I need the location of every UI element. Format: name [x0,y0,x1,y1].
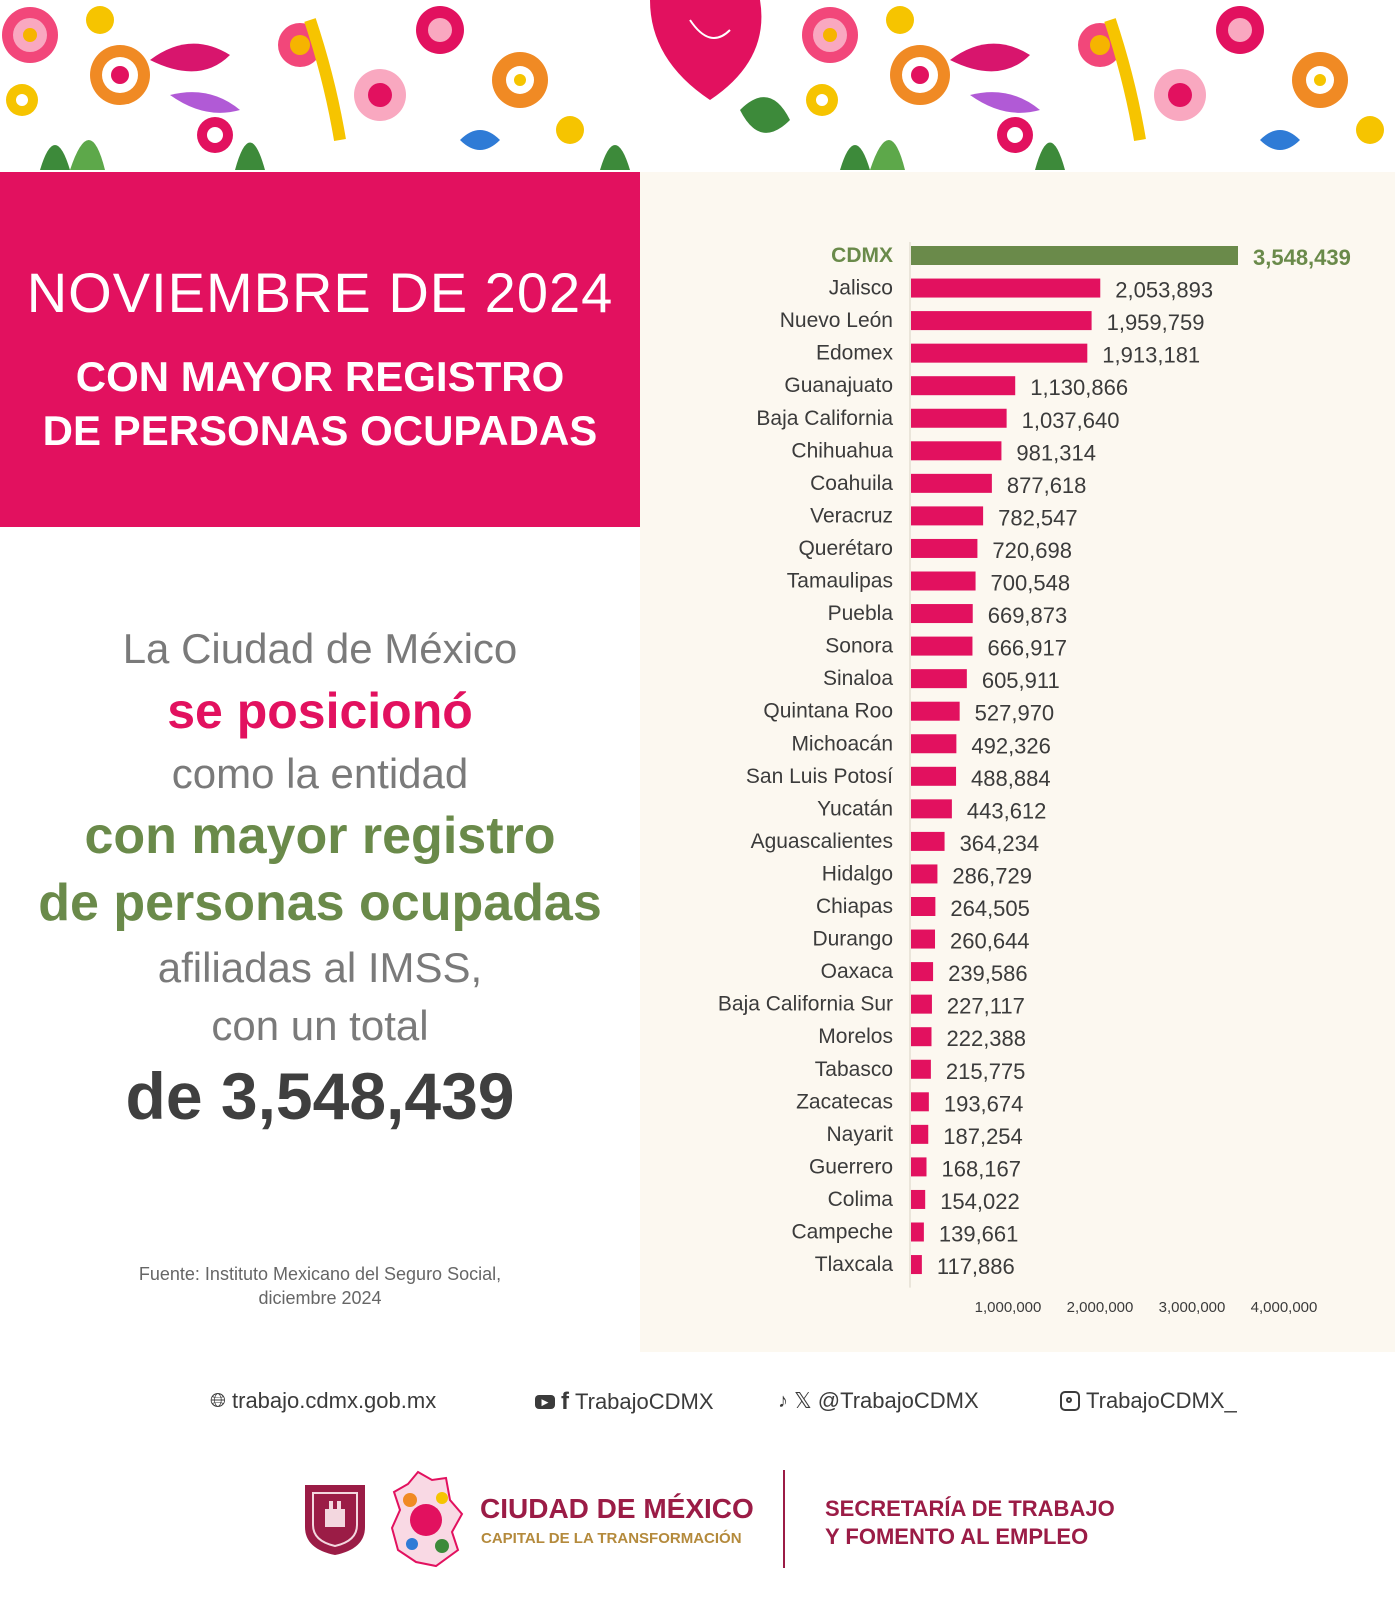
category-label: Tlaxcala [814,1253,893,1277]
value-label: 720,698 [992,537,1072,563]
subtitle [0,350,640,458]
category-label: Puebla [827,602,893,626]
category-label: Guanajuato [784,374,893,398]
bar-quintana-roo [911,702,960,721]
category-label: Colima [827,1187,893,1211]
value-label: 168,167 [941,1156,1022,1182]
youtube-facebook-link[interactable] [535,1388,714,1416]
secretaria-title [825,1495,1115,1551]
category-label: Chihuahua [791,439,893,463]
facebook-icon: f [561,1388,569,1415]
x-tick-label: 3,000,000 [1158,1299,1226,1316]
bar-edomex [911,344,1087,363]
category-label: San Luis Potosí [745,764,893,788]
category-label: Quintana Roo [763,699,893,723]
summary-line1: La Ciudad de México [122,625,518,672]
category-label: Oaxaca [820,960,893,984]
instagram-text: TrabajoCDMX_ [1086,1388,1237,1413]
value-label: 492,326 [971,733,1051,759]
value-label: 488,884 [971,765,1051,791]
bar-michoacán [911,734,956,753]
x-tick-label: 4,000,000 [1250,1299,1318,1316]
x-tick-label: 2,000,000 [1066,1299,1134,1316]
bar-chart [640,172,1395,1352]
subtitle-line1: CON MAYOR REGISTRO [75,353,565,400]
value-label: 117,886 [936,1254,1015,1280]
bar-san-luis-potosí [911,767,956,786]
bar-sinaloa [911,669,967,688]
bar-cdmx [911,246,1238,265]
summary-line3: como la entidad [171,750,469,797]
bar-nayarit [911,1125,928,1144]
bar-baja-california-sur [911,995,932,1014]
tiktok-icon: ♪ [778,1389,788,1412]
value-label: 605,911 [981,668,1060,694]
bar-nuevo-león [911,311,1092,330]
value-label: 286,729 [952,863,1032,889]
value-label: 527,970 [974,700,1055,726]
city-subtitle: CAPITAL DE LA TRANSFORMACIÓN [481,1530,742,1547]
source-note [0,1262,640,1310]
category-label: Sonora [825,634,893,658]
value-label: 443,612 [966,798,1047,824]
bar-chihuahua [911,441,1001,460]
summary-line7: con un total [211,1002,429,1049]
value-label: 782,547 [998,505,1078,531]
category-label: Querétaro [798,536,893,560]
bar-yucatán [911,799,952,818]
tiktok-x-link[interactable] [778,1388,979,1414]
category-label: Hidalgo [821,862,893,886]
category-label: Chiapas [815,895,893,918]
youtube-icon: ▶ [535,1395,555,1409]
bar-veracruz [911,506,983,525]
category-label: Nayarit [826,1122,893,1146]
bar-querétaro [911,539,977,558]
bar-zacatecas [911,1092,929,1111]
city-title: CIUDAD DE MÉXICO [480,1493,754,1524]
source-line1: Fuente: Instituto Mexicano del Seguro Social, [138,1264,502,1284]
website-link[interactable] [210,1388,436,1414]
category-label: Edomex [815,341,893,365]
secretaria-line1: SECRETARÍA DE TRABAJO [825,1496,1115,1521]
category-label: Guerrero [808,1155,893,1179]
category-label: Durango [812,927,893,951]
value-label: 193,674 [943,1091,1024,1117]
value-label: 139,661 [938,1221,1019,1247]
secretaria-line2: Y FOMENTO AL EMPLEO [825,1524,1089,1549]
category-label: Nuevo León [779,309,893,333]
bar-hidalgo [911,864,937,883]
bar-sonora [911,637,972,656]
summary-line5: de personas ocupadas [38,874,602,932]
category-label: Yucatán [817,797,893,821]
value-label: 187,254 [943,1123,1023,1149]
category-label: Campeche [791,1220,893,1244]
summary-total: de 3,548,439 [125,1059,515,1133]
bar-tabasco [911,1060,931,1079]
x-icon: 𝕏 [794,1388,812,1413]
footer-divider [783,1470,785,1568]
bar-oaxaca [911,962,933,981]
floral-pattern-icon [0,0,1395,172]
x-tick-label: 1,000,000 [974,1299,1042,1316]
category-label: Baja California Sur [717,992,893,1016]
bar-chiapas [911,897,935,916]
bar-jalisco [911,279,1100,298]
bar-puebla [911,604,973,623]
category-label: Aguascalientes [750,829,893,853]
value-label: 154,022 [940,1188,1020,1214]
category-label: Michoacán [791,732,893,756]
category-label: Jalisco [828,276,893,300]
value-label: 239,586 [948,961,1028,987]
bar-guanajuato [911,376,1015,395]
bar-guerrero [911,1157,926,1176]
instagram-link[interactable] [1060,1388,1237,1414]
value-label: 3,548,439 [1253,245,1351,270]
value-label: 364,234 [959,830,1040,856]
category-label: Morelos [818,1025,893,1049]
globe-icon: 🌐︎ [210,1389,226,1412]
youtube-facebook-text: TrabajoCDMX [575,1389,714,1414]
value-label: 666,917 [987,635,1067,661]
value-label: 877,618 [1006,472,1087,498]
category-label: CDMX [831,244,893,267]
category-label: Sinaloa [822,667,893,691]
summary-line4: con mayor registro [84,807,556,865]
value-label: 1,037,640 [1021,407,1120,433]
bar-durango [911,930,935,949]
instagram-icon [1060,1391,1080,1411]
tiktok-x-text: @TrabajoCDMX [817,1388,979,1413]
bar-tamaulipas [911,572,976,591]
chart-panel [640,172,1395,1352]
floral-banner [0,0,1395,172]
value-label: 1,913,181 [1102,342,1201,368]
bar-tlaxcala [911,1255,922,1274]
bar-campeche [911,1223,924,1242]
value-label: 1,959,759 [1106,310,1205,336]
category-label: Tamaulipas [786,569,893,593]
value-label: 981,314 [1016,440,1096,466]
value-label: 669,873 [987,603,1068,629]
value-label: 2,053,893 [1115,277,1214,303]
bar-baja-california [911,409,1007,428]
bar-aguascalientes [911,832,945,851]
title-box [0,172,640,527]
source-line2: diciembre 2024 [258,1288,382,1308]
category-label: Baja California [756,406,893,430]
coat-of-arms-icon [303,1483,367,1557]
subtitle-line2: DE PERSONAS OCUPADAS [42,407,598,454]
value-label: 227,117 [946,993,1025,1019]
month-title: NOVIEMBRE DE 2024 [26,261,614,324]
bar-morelos [911,1027,931,1046]
value-label: 700,548 [990,570,1071,596]
category-label: Coahuila [810,471,893,495]
summary-line2: se posicionó [167,683,473,739]
bar-coahuila [911,474,992,493]
category-label: Tabasco [814,1057,893,1081]
cdmx-map-logo-icon [388,1470,464,1568]
value-label: 222,388 [946,1026,1027,1052]
category-label: Zacatecas [796,1090,893,1114]
summary-line6: afiliadas al IMSS, [157,944,483,991]
bar-colima [911,1190,925,1209]
website-text: trabajo.cdmx.gob.mx [232,1388,437,1413]
value-label: 260,644 [950,928,1030,954]
value-label: 1,130,866 [1030,375,1129,401]
category-label: Veracruz [810,504,893,528]
value-label: 215,775 [945,1058,1026,1084]
value-label: 264,505 [950,896,1030,921]
